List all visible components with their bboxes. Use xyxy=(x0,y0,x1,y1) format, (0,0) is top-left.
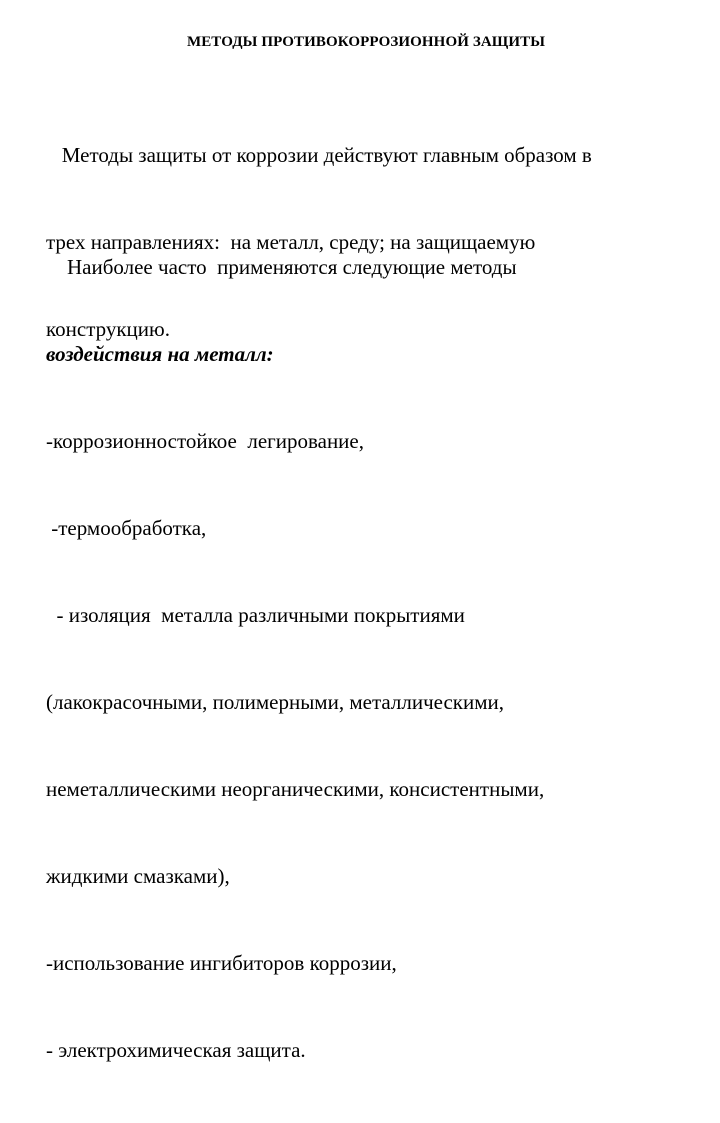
method-item-coating: - изоляция металла различными покрытиями xyxy=(46,603,465,627)
method-item-inhibitors: -использование ингибиторов коррозии, xyxy=(46,951,397,975)
slide-title: МЕТОДЫ ПРОТИВОКОРРОЗИОННОЙ ЗАЩИТЫ xyxy=(186,34,546,50)
intro-line-1: Методы защиты от коррозии действуют главным образом в xyxy=(46,143,592,167)
method-item-heat-treatment: -термообработка, xyxy=(46,516,207,540)
methods-heading: воздействия на металл: xyxy=(46,342,274,366)
intro-line-2: трех направлениях: на металл, среду; на защищаемую xyxy=(46,230,536,254)
method-item-coating-types-2: неметаллическими неорганическими, консистентными, xyxy=(46,777,545,801)
methods-lead-line: Наиболее часто применяются следующие методы xyxy=(46,255,517,279)
methods-paragraph xyxy=(46,195,696,1123)
method-item-electrochemical: - электрохимическая защита. xyxy=(46,1038,306,1062)
intro-line-3: конструкцию. xyxy=(46,317,170,341)
method-item-coating-types-3: жидкими смазками), xyxy=(46,864,230,888)
method-item-alloying: -коррозионностойкое легирование, xyxy=(46,429,364,453)
method-item-coating-types-1: (лакокрасочными, полимерными, металлическими, xyxy=(46,690,505,714)
